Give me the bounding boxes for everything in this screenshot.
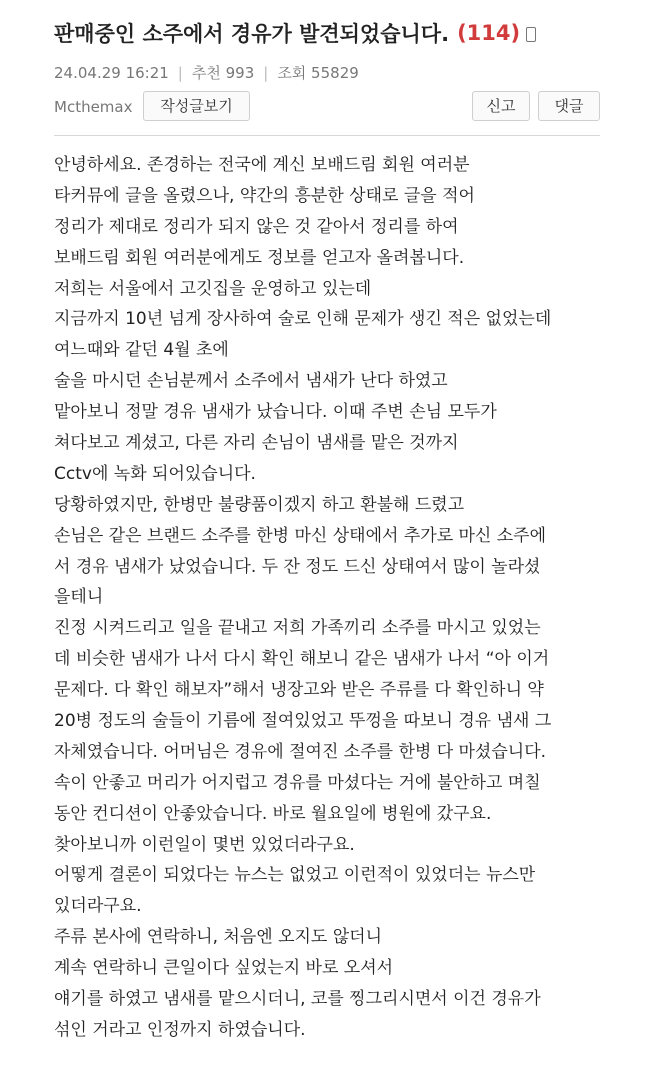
report-button[interactable]: 신고 bbox=[472, 91, 530, 121]
body-line: Cctv에 녹화 되어있습니다. bbox=[54, 463, 256, 484]
post-header bbox=[0, 0, 649, 136]
reply-button[interactable]: 댓글 bbox=[538, 91, 600, 121]
meta-separator: | bbox=[177, 64, 183, 82]
body-line: 자체였습니다. 어머님은 경유에 절여진 소주를 한병 다 마셨습니다. bbox=[54, 741, 547, 762]
mobile-phone-icon bbox=[526, 27, 536, 42]
recommend-count: 추천 993 bbox=[191, 64, 255, 82]
body-line: 데 비슷한 냄새가 나서 다시 확인 해보니 같은 냄새가 나서 “아 이거 bbox=[54, 649, 550, 670]
body-line: 문제다. 다 확인 해보자”해서 냉장고와 받은 주류를 다 확인하니 약 bbox=[54, 680, 544, 701]
post-date: 24.04.29 16:21 bbox=[54, 64, 169, 82]
body-line: 서 경유 냄새가 났었습니다. 두 잔 정도 드신 상태여서 많이 놀라셨 bbox=[54, 556, 541, 577]
body-line: 손님은 같은 브랜드 소주를 한병 마신 상태에서 추가로 마신 소주에 bbox=[54, 525, 547, 546]
body-line: 얘기를 하였고 냄새를 맡으시더니, 코를 찡그리시면서 이건 경유가 bbox=[54, 989, 541, 1010]
header-divider bbox=[54, 135, 600, 136]
body-line: 20병 정도의 술들이 기름에 절여있었고 뚜껑을 따보니 경유 냄새 그 bbox=[54, 711, 552, 732]
body-line: 계속 연락하니 큰일이다 싶었는지 바로 오셔서 bbox=[54, 958, 394, 979]
body-line: 지금까지 10년 넘게 장사하여 술로 인해 문제가 생긴 적은 없었는데 bbox=[54, 309, 552, 330]
author-row bbox=[54, 91, 600, 123]
body-line: 어떻게 결론이 되었다는 뉴스는 없었고 이런적이 있었더는 뉴스만 bbox=[54, 865, 536, 886]
post-meta bbox=[54, 62, 359, 83]
body-line: 속이 안좋고 머리가 어지럽고 경유를 마셨다는 거에 불안하고 며칠 bbox=[54, 772, 541, 793]
post-body bbox=[54, 150, 602, 1046]
body-line: 있더라구요. bbox=[54, 896, 142, 917]
body-line: 여느때와 같던 4월 초에 bbox=[54, 340, 229, 361]
body-line: 쳐다보고 계셨고, 다른 자리 손님이 냄새를 맡은 것까지 bbox=[54, 433, 459, 454]
body-line: 을테니 bbox=[54, 587, 104, 608]
post-title-row bbox=[54, 18, 536, 48]
body-line: 주류 본사에 연락하니, 처음엔 오지도 않더니 bbox=[54, 927, 383, 948]
post-title: 판매중인 소주에서 경유가 발견되었습니다. bbox=[54, 22, 450, 46]
body-line: 안녕하세요. 존경하는 전국에 계신 보배드림 회원 여러분 bbox=[54, 155, 470, 175]
body-line: 정리가 제대로 정리가 되지 않은 것 같아서 정리를 하여 bbox=[54, 216, 459, 237]
body-line: 술을 마시던 손님분께서 소주에서 냄새가 난다 하였고 bbox=[54, 371, 448, 392]
view-count: 조회 55829 bbox=[277, 64, 359, 82]
body-line: 찾아보니까 이런일이 몇번 있었더라구요. bbox=[54, 834, 355, 855]
author-name[interactable]: Mcthemax bbox=[54, 98, 133, 116]
body-line: 동안 컨디션이 안좋았습니다. 바로 월요일에 병원에 갔구요. bbox=[54, 803, 492, 824]
view-posts-button[interactable]: 작성글보기 bbox=[143, 91, 250, 121]
body-line: 섞인 거라고 인정까지 하였습니다. bbox=[54, 1019, 306, 1040]
body-line: 저희는 서울에서 고깃집을 운영하고 있는데 bbox=[54, 278, 372, 299]
meta-separator: | bbox=[263, 64, 269, 82]
body-line: 맡아보니 정말 경유 냄새가 났습니다. 이때 주변 손님 모두가 bbox=[54, 402, 497, 423]
body-line: 보배드림 회원 여러분에게도 정보를 얻고자 올려봅니다. bbox=[54, 247, 465, 268]
body-line: 진정 시켜드리고 일을 끝내고 저희 가족끼리 소주를 마시고 있었는 bbox=[54, 618, 541, 639]
comment-count[interactable]: (114) bbox=[457, 21, 521, 45]
body-line: 당황하였지만, 한병만 불량품이겠지 하고 환불해 드렸고 bbox=[54, 494, 465, 515]
body-line: 타커뮤에 글을 올렸으나, 약간의 흥분한 상태로 글을 적어 bbox=[54, 185, 475, 206]
